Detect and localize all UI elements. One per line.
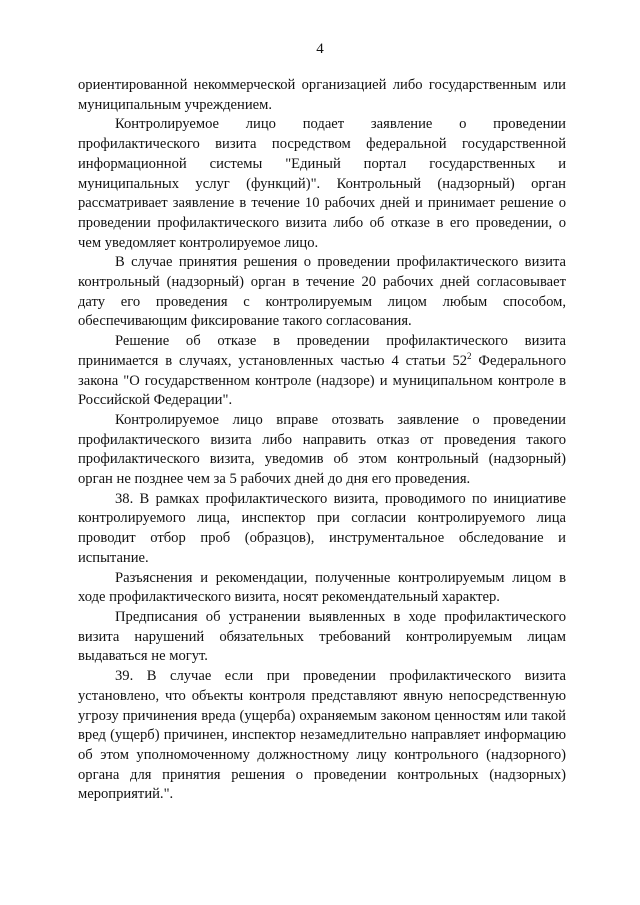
paragraph-orders: Предписания об устранении выявленных в ходе профилактического визита нарушений обязательных требований контролируемым лицам выдаваться не могут. (78, 608, 566, 665)
paragraph-date-agreement: В случае принятия решения о проведении профилактического визита контрольный (надзорный) орган в течение 20 рабочих дней согласовывает дату его проведения с контролируемым лицом любым способом, обеспечивающим фиксирование такого согласования. (78, 254, 566, 330)
paragraph-recommendations: Разъяснения и рекомендации, полученные контролируемым лицом в ходе профилактического визита, носят рекомендательный характер. (78, 569, 566, 606)
paragraph-item-38: 38. В рамках профилактического визита, проводимого по инициативе контролируемого лица, инспектор при согласии контролируемого лица проводит отбор проб (образцов), инструментальное обследование и испытание. (78, 490, 566, 566)
document-body (78, 76, 566, 805)
paragraph-refusal-text-before: Решение об отказе в проведении профилактического визита принимается в случаях, установленных частью 4 статьи 52 (78, 333, 566, 369)
paragraph-refusal-text-after: Федерального закона "О государственном контроле (надзоре) и муниципальном контроле в Российской Федерации". (78, 352, 566, 409)
paragraph-refusal-decision (78, 332, 566, 411)
page-number: 4 (316, 41, 324, 57)
paragraph-withdrawal: Контролируемое лицо вправе отозвать заявление о проведении профилактического визита либо направить отказ от проведения такого профилактического визита, уведомив об этом контрольный (надзорный) орган не позднее чем за 5 рабочих дней до дня его проведения. (78, 411, 566, 488)
paragraph-continuation: ориентированной некоммерческой организацией либо государственным или муниципальным учреждением. (78, 77, 566, 113)
paragraph-item-39: 39. В случае если при проведении профилактического визита установлено, что объекты контроля представляют явную непосредственную угрозу причинения вреда (ущерба) охраняемым законом ценностям или такой вред (ущерб) причинен, инспектор незамедлительно направляет информацию об этом уполномоченному должностному лицу контрольного (надзорного) органа для принятия решения о проведении контрольных (надзорных) мероприятий.". (78, 668, 566, 803)
paragraph-application: Контролируемое лицо подает заявление о проведении профилактического визита посредством федеральной государственной информационной системы "Единый портал государственных и муниципальных услуг (функций)". Контрольный (надзорный) орган рассматривает заявление в течение 10 рабочих дней и принимает решение о проведении профилактического визита либо об отказе в его проведении, о чем уведомляет контролируемое лицо. (78, 116, 566, 251)
article-superscript: 2 (467, 350, 472, 361)
